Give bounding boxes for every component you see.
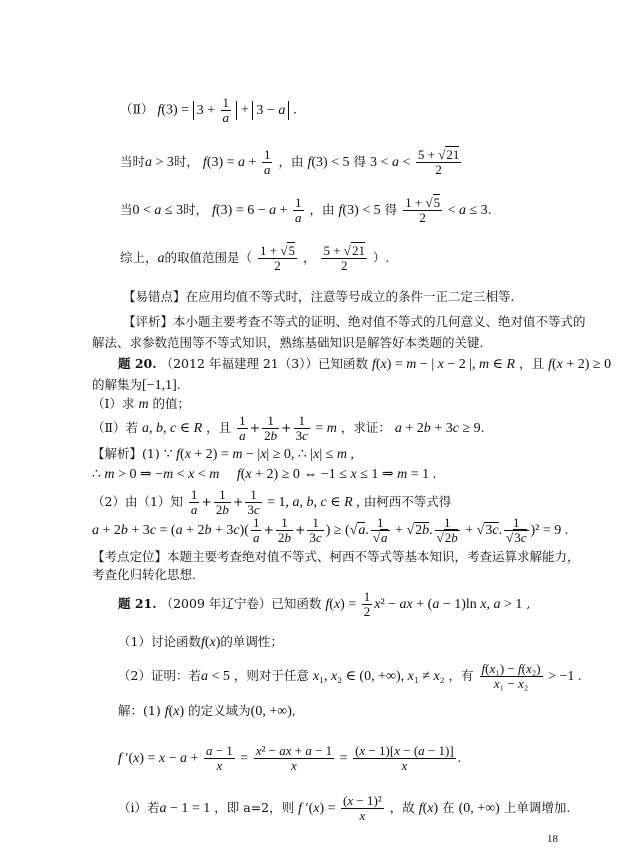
error-prone-note: 【易错点】在应用均值不等式时，注意等号成立的条件一正二定三相等.: [123, 289, 515, 304]
problem-21-part-2: （2）证明：若a < 5 ，则对于任意 x₁, x₂ ∈ (0, +∞), x₁ ≠ x₂ ，有 $\frac{\text{f(x₁) − f(x₂)}}{\text{x₁ − x₂}}$ > −1 .: [118, 661, 582, 691]
problem-21-statement: 题 21. （2009 年辽宁卷）已知函数 f(x) = $\frac{1}{2}$ x² − ax + (a − 1)ln x, a > 1 ,: [118, 589, 531, 619]
problem-20-part-1: （Ⅰ）求 m 的值；: [92, 396, 191, 412]
problem-20-cauchy: a + 2b + 3c = (a + 2b + 3c)( $\frac{1}{a}$ + $\frac{1}{2b}$ + $\frac{1}{3c}$ ) ≥ (√a. $\frac{1}{√a}$ + √2b. $\frac{1}{√2b}$ + √3c. $\frac{1}{√3c}$ )² = 9 .: [92, 515, 569, 545]
line-conclusion-range: 综上，a的取值范围是（ $\frac{1 + √5}{2}$ ， $\frac{5 + √21}{2}$ ）.: [120, 243, 390, 273]
problem-20-solution-1b: ∴ m > 0 ⇒ −m < x < m f(x + 2) ≥ 0 ⇔ −1 ≤ x ≤ 1 ⇒ m = 1 .: [92, 467, 437, 482]
line-case-0-lt-a-le-3: 当0 < a ≤ 3时， f(3) = 6 − a + $\frac{1}{a}$ ，由 f(3) < 5 得 $\frac{1 + √5}{2}$ < a ≤ 3.: [120, 195, 492, 225]
problem-21-case-i: （i）若a − 1 = 1 ，即 a=2，则 f ′(x) = $\frac{\text{(x − 1)²}}{x}$ ，故 f(x) 在 (0, +∞) 上单调增加.: [118, 793, 571, 823]
problem-21-derivative: f ′(x) = x − a + $\frac{a - 1}{x}$ = $\frac{\text{x² − ax + a − 1}}{x}$ = $\frac{(x - 1)[x - (a - 1)]}{x}$ .: [118, 743, 462, 773]
problem-20-key-point-1: 【考点定位】本题主要考查绝对值不等式、柯西不等式等基本知识，考查运算求解能力，: [92, 549, 580, 564]
problem-20-solution-2: （2）由（1）知 $\frac{1}{a}$ + $\frac{1}{2b}$ + $\frac{1}{3c}$ = 1, a, b, c ∈ R , 由柯西不等式得: [92, 487, 452, 517]
problem-20-statement: 题 20. （2012 年福建理 21（3））已知函数 f(x) = m − | x − 2 |, m ∈ R ，且 f(x + 2) ≥ 0: [118, 356, 612, 372]
commentary-line-1: 【评析】本小题主要考查不等式的证明、绝对值不等式的几何意义、绝对值不等式的: [123, 314, 586, 329]
problem-20-part-2: （Ⅱ）若 a, b, c ∈ R ，且 $\frac{1}{a}$ + $\frac{1}{2b}$ + $\frac{1}{3c}$ = m ，求证： a + 2b + 3c ≥ 9.: [92, 413, 485, 443]
problem-20-solution-set: 的解集为[−1,1].: [92, 377, 181, 393]
page-number: 18: [547, 833, 558, 845]
commentary-line-2: 解法、求参数范围等不等式知识，熟练基础知识是解答好本类题的关键.: [92, 335, 484, 350]
problem-20-key-point-2: 考查化归转化思想.: [92, 567, 196, 582]
line-f3-definition: （Ⅱ） f(3) = 3 + $\frac{1}{a}$ + 3 − a .: [120, 95, 297, 125]
problem-20-solution-1: 【解析】(1) ∵ f(x + 2) = m − |x| ≥ 0, ∴ |x| ≤ m ,: [92, 446, 354, 462]
line-case-a-gt-3: 当时a > 3时， f(3) = a + $\frac{1}{a}$ ，由 f(3) < 5 得 3 < a < $\frac{5 + √21}{2}$: [120, 147, 460, 177]
problem-21-solution-domain: 解：(1) f(x) 的定义域为(0, +∞),: [118, 703, 296, 719]
problem-21-part-1: （1）讨论函数f(x)的单调性；: [118, 634, 283, 650]
